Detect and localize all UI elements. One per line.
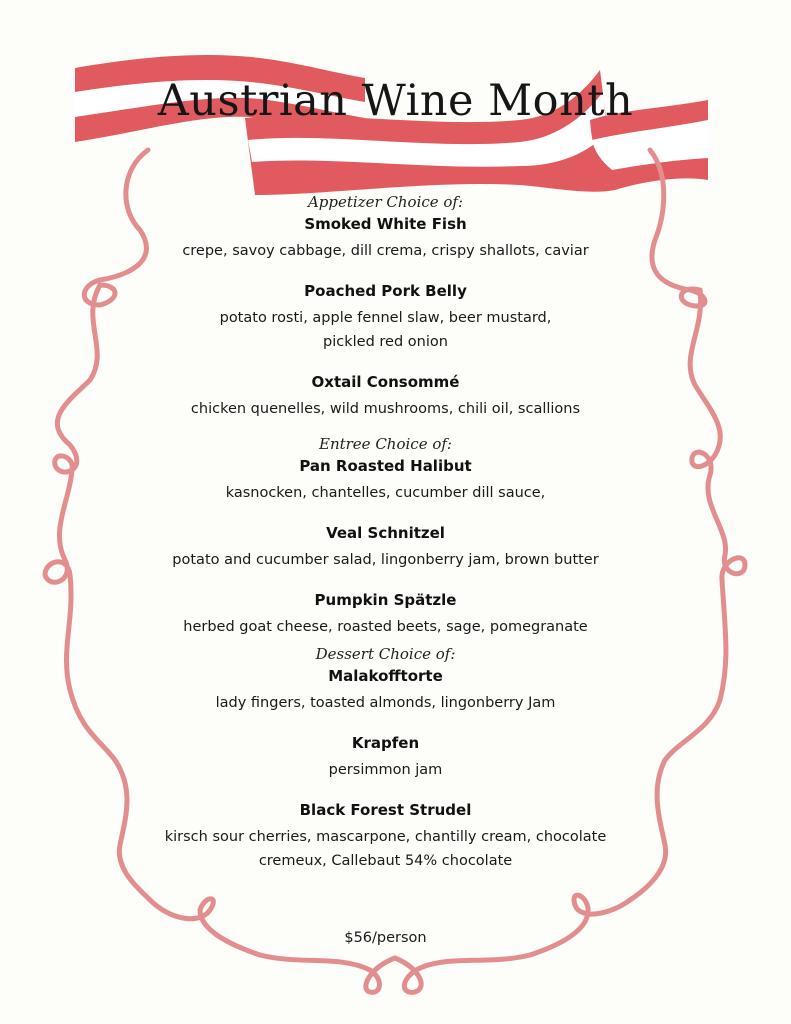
section-heading-dessert: Dessert Choice of: <box>315 645 456 663</box>
menu-item <box>150 523 621 572</box>
item-description: lady fingers, toasted almonds, lingonberry Jam <box>215 695 556 711</box>
menu-item <box>150 733 621 782</box>
menu-item <box>150 281 621 354</box>
dessert-section <box>150 645 621 873</box>
menu-item <box>150 666 621 715</box>
menu-item <box>150 800 621 873</box>
item-description: pickled red onion <box>323 334 448 350</box>
appetizer-section <box>150 193 621 421</box>
menu-title: Austrian Wine Month <box>157 76 634 126</box>
item-name: Veal Schnitzel <box>326 524 445 542</box>
item-name: Oxtail Consommé <box>311 373 460 391</box>
section-heading-entree: Entree Choice of: <box>319 435 452 453</box>
entree-section <box>150 435 621 639</box>
menu-item <box>150 214 621 263</box>
menu-item <box>150 456 621 505</box>
item-description: herbed goat cheese, roasted beets, sage, pomegranate <box>183 619 588 635</box>
item-name: Malakofftorte <box>328 667 443 685</box>
section-heading-appetizer: Appetizer Choice of: <box>307 193 464 211</box>
item-description: chicken quenelles, wild mushrooms, chili oil, scallions <box>190 401 581 417</box>
price-per-person: $56/person <box>344 930 427 946</box>
item-description: persimmon jam <box>328 762 443 778</box>
item-description: kasnocken, chantelles, cucumber dill sauce, <box>225 485 546 501</box>
item-description: potato rosti, apple fennel slaw, beer mustard, <box>219 310 552 326</box>
item-description: kirsch sour cherries, mascarpone, chantilly cream, chocolate <box>164 829 607 845</box>
item-name: Krapfen <box>351 734 420 752</box>
item-name: Pan Roasted Halibut <box>299 457 472 475</box>
item-description: potato and cucumber salad, lingonberry jam, brown butter <box>172 552 599 568</box>
item-name: Pumpkin Spätzle <box>314 591 457 609</box>
menu-body <box>150 193 621 879</box>
item-name: Black Forest Strudel <box>299 801 472 819</box>
menu-item <box>150 590 621 639</box>
item-description: crepe, savoy cabbage, dill crema, crispy shallots, caviar <box>182 243 589 259</box>
item-name: Smoked White Fish <box>304 215 467 233</box>
item-description: cremeux, Callebaut 54% chocolate <box>258 853 513 869</box>
menu-item <box>150 372 621 421</box>
item-name: Poached Pork Belly <box>304 282 467 300</box>
